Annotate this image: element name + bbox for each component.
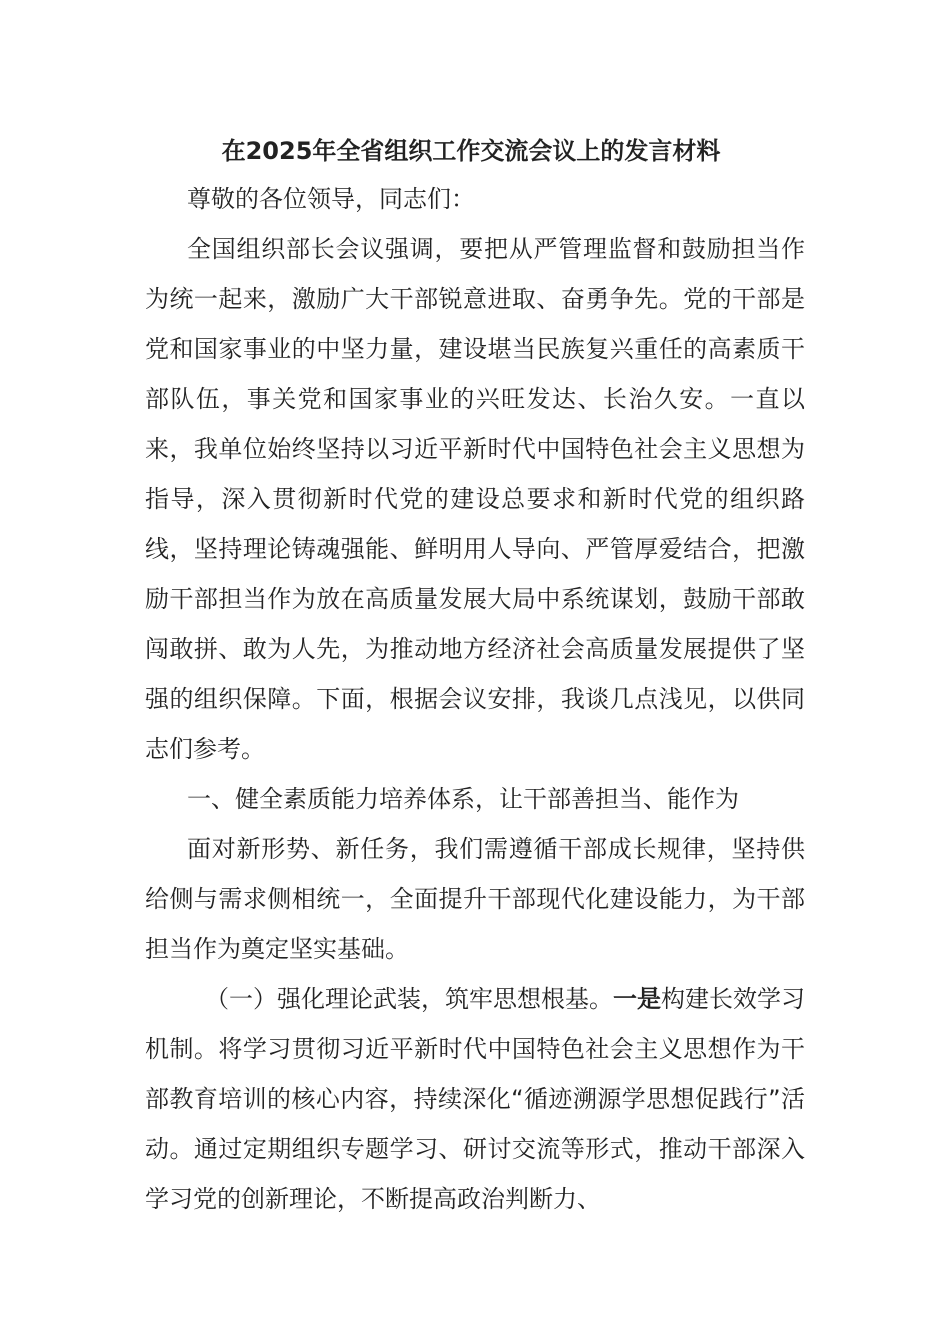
section-1-paragraph: 面对新形势、新任务，我们需遵循干部成长规律，坚持供给侧与需求侧相统一，全面提升干部现代化建设能力，为干部担当作为奠定坚实基础。 <box>145 835 805 963</box>
subsection-1-bold-marker: 一是 <box>613 985 661 1013</box>
subsection-1-lead: （一）强化理论武装，筑牢思想根基。 <box>205 985 613 1013</box>
intro-paragraph: 全国组织部长会议强调，要把从严管理监督和鼓励担当作为统一起来，激励广大干部锐意进取、奋勇争先。党的干部是党和国家事业的中坚力量，建设堪当民族复兴重任的高素质干部队伍，事关党和国家事业的兴旺发达、长治久安。一直以来，我单位始终坚持以习近平新时代中国特色社会主义思想为指导，深入贯彻新时代党的建设总要求和新时代党的组织路线，坚持理论铸魂强能、鲜明用人导向、严管厚爱结合，把激励干部担当作为放在高质量发展大局中系统谋划，鼓励干部敢闯敢拼、敢为人先，为推动地方经济社会高质量发展提供了坚强的组织保障。下面，根据会议安排，我谈几点浅见，以供同志们参考。 <box>145 235 805 763</box>
document-page <box>145 128 805 1224</box>
section-heading-1: 一、健全素质能力培养体系，让干部善担当、能作为 <box>187 785 739 813</box>
subsection-1-body: 构建长效学习机制。将学习贯彻习近平新时代中国特色社会主义思想作为干部教育培训的核心内容，持续深化“循迹溯源学思想促践行”活动。通过定期组织专题学习、研讨交流等形式，推动干部深入学习党的创新理论，不断提高政治判断力、 <box>145 985 805 1213</box>
document-title: 在2025年全省组织工作交流会议上的发言材料 <box>221 137 721 165</box>
salutation: 尊敬的各位领导，同志们： <box>187 185 475 213</box>
subsection-1-paragraph <box>145 974 805 1224</box>
